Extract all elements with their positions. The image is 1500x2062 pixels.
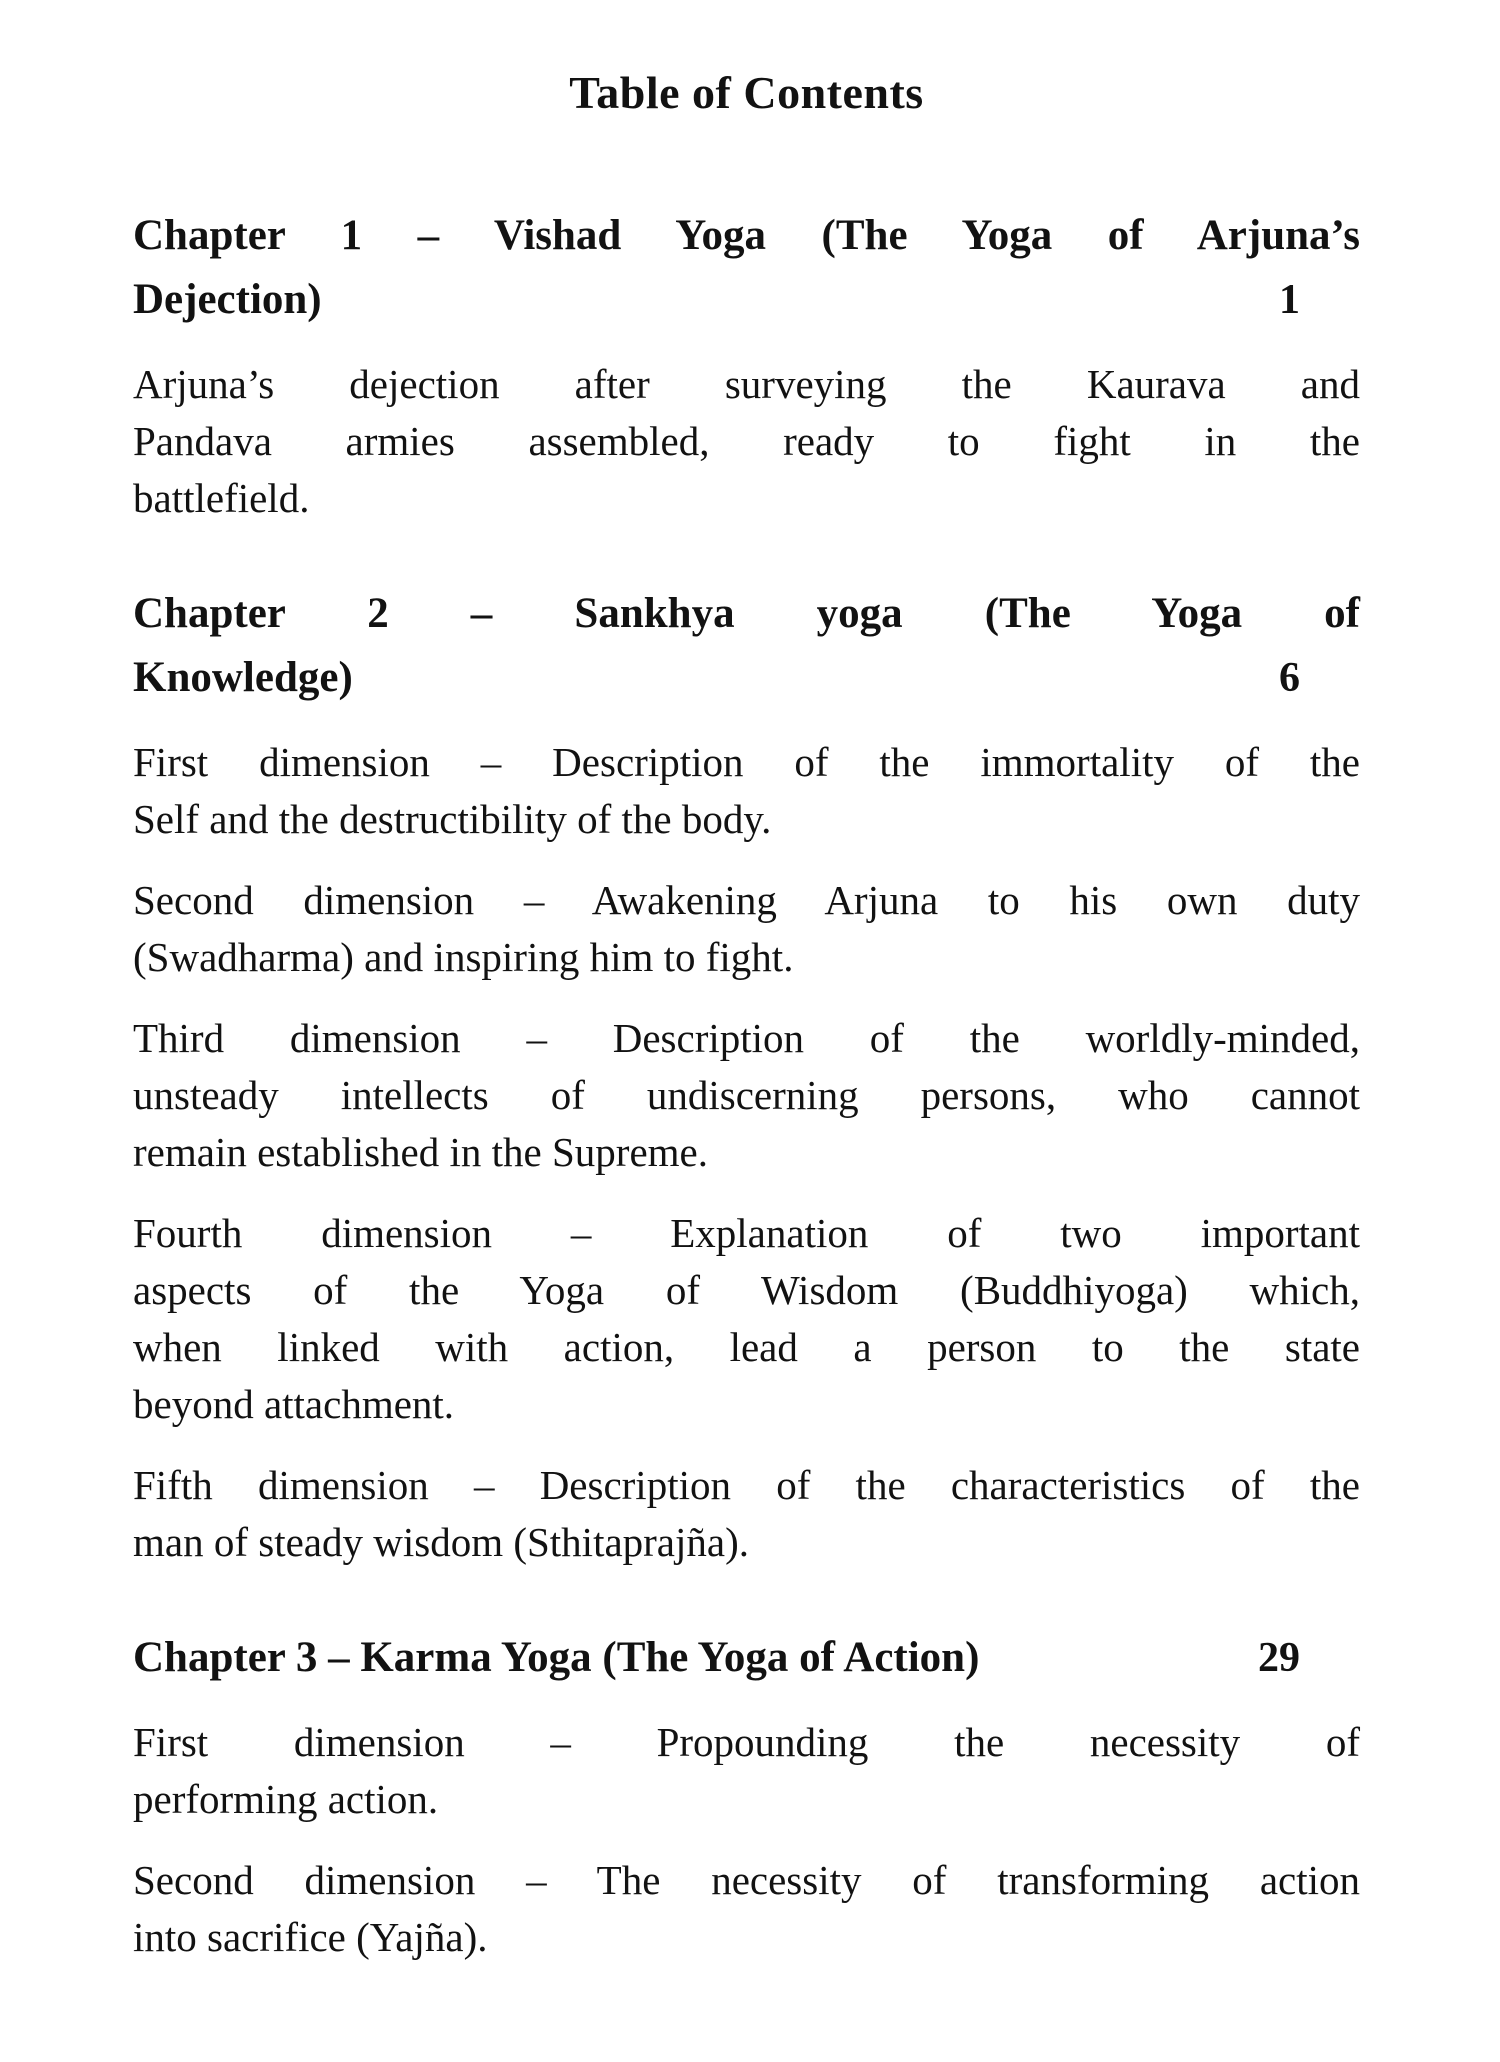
- description-line: Arjuna’s dejection after surveying the Kaurava and: [133, 361, 1360, 407]
- scanned-book-page: [0, 62, 1500, 2062]
- chapter-2-heading-line-1: Chapter 2 – Sankhya yoga (The Yoga of: [133, 590, 1360, 637]
- chapter-2-dimension-5: [133, 1457, 1360, 1571]
- chapter-1-heading-continuation: Dejection): [133, 276, 322, 323]
- chapter-2-entry: [133, 582, 1360, 1571]
- toc-page: [0, 62, 1500, 2062]
- description-line: battlefield.: [133, 475, 310, 521]
- description-line: Third dimension – Description of the worldly-minded,: [133, 1015, 1360, 1061]
- chapter-2-dimension-3: [133, 1010, 1360, 1181]
- description-line: Self and the destructibility of the body.: [133, 796, 772, 842]
- chapter-1-description: [133, 356, 1360, 527]
- chapter-2-dimension-4: [133, 1205, 1360, 1433]
- chapter-3-dimension-1: [133, 1714, 1360, 1828]
- chapter-1-page-number: 1: [1279, 277, 1300, 323]
- description-line: Fourth dimension – Explanation of two important: [133, 1210, 1360, 1256]
- chapter-3-dimension-2: [133, 1852, 1360, 1966]
- description-line: performing action.: [133, 1776, 439, 1822]
- chapter-2-heading: [133, 582, 1360, 710]
- description-line: man of steady wisdom (Sthitaprajña).: [133, 1519, 750, 1565]
- chapter-1-entry: [133, 204, 1360, 527]
- chapter-1-heading-line-1: Chapter 1 – Vishad Yoga (The Yoga of Arjuna’s: [133, 212, 1360, 259]
- description-line: (Swadharma) and inspiring him to fight.: [133, 934, 794, 980]
- description-line: Fifth dimension – Description of the characteristics of the: [133, 1462, 1360, 1508]
- chapter-3-heading-line-1: [133, 1626, 1360, 1690]
- chapter-2-heading-line-2: [133, 646, 1360, 710]
- description-line: when linked with action, lead a person to the state: [133, 1324, 1360, 1370]
- description-line: beyond attachment.: [133, 1381, 455, 1427]
- chapter-2-heading-continuation: Knowledge): [133, 654, 353, 701]
- description-line: Second dimension – The necessity of transforming action: [133, 1857, 1360, 1903]
- chapter-2-dimension-1: [133, 734, 1360, 848]
- chapter-3-entry: [133, 1626, 1360, 1966]
- chapter-3-heading-text: Chapter 3 – Karma Yoga (The Yoga of Action): [133, 1634, 980, 1681]
- description-line: into sacrifice (Yajña).: [133, 1914, 488, 1960]
- chapter-3-page-number: 29: [1258, 1635, 1300, 1681]
- description-line: First dimension – Propounding the necessity of: [133, 1719, 1360, 1765]
- chapter-2-page-number: 6: [1279, 655, 1300, 701]
- description-line: aspects of the Yoga of Wisdom (Buddhiyoga) which,: [133, 1267, 1360, 1313]
- description-line: unsteady intellects of undiscerning persons, who cannot: [133, 1072, 1360, 1118]
- description-line: remain established in the Supreme.: [133, 1129, 708, 1175]
- chapter-1-heading-line-2: [133, 268, 1360, 332]
- chapter-2-dimension-2: [133, 872, 1360, 986]
- chapter-3-heading: [133, 1626, 1360, 1690]
- description-line: Second dimension – Awakening Arjuna to his own duty: [133, 877, 1360, 923]
- chapter-1-heading: [133, 204, 1360, 332]
- description-line: Pandava armies assembled, ready to fight in the: [133, 418, 1360, 464]
- page-title: Table of Contents: [569, 67, 924, 118]
- description-line: First dimension – Description of the immortality of the: [133, 739, 1360, 785]
